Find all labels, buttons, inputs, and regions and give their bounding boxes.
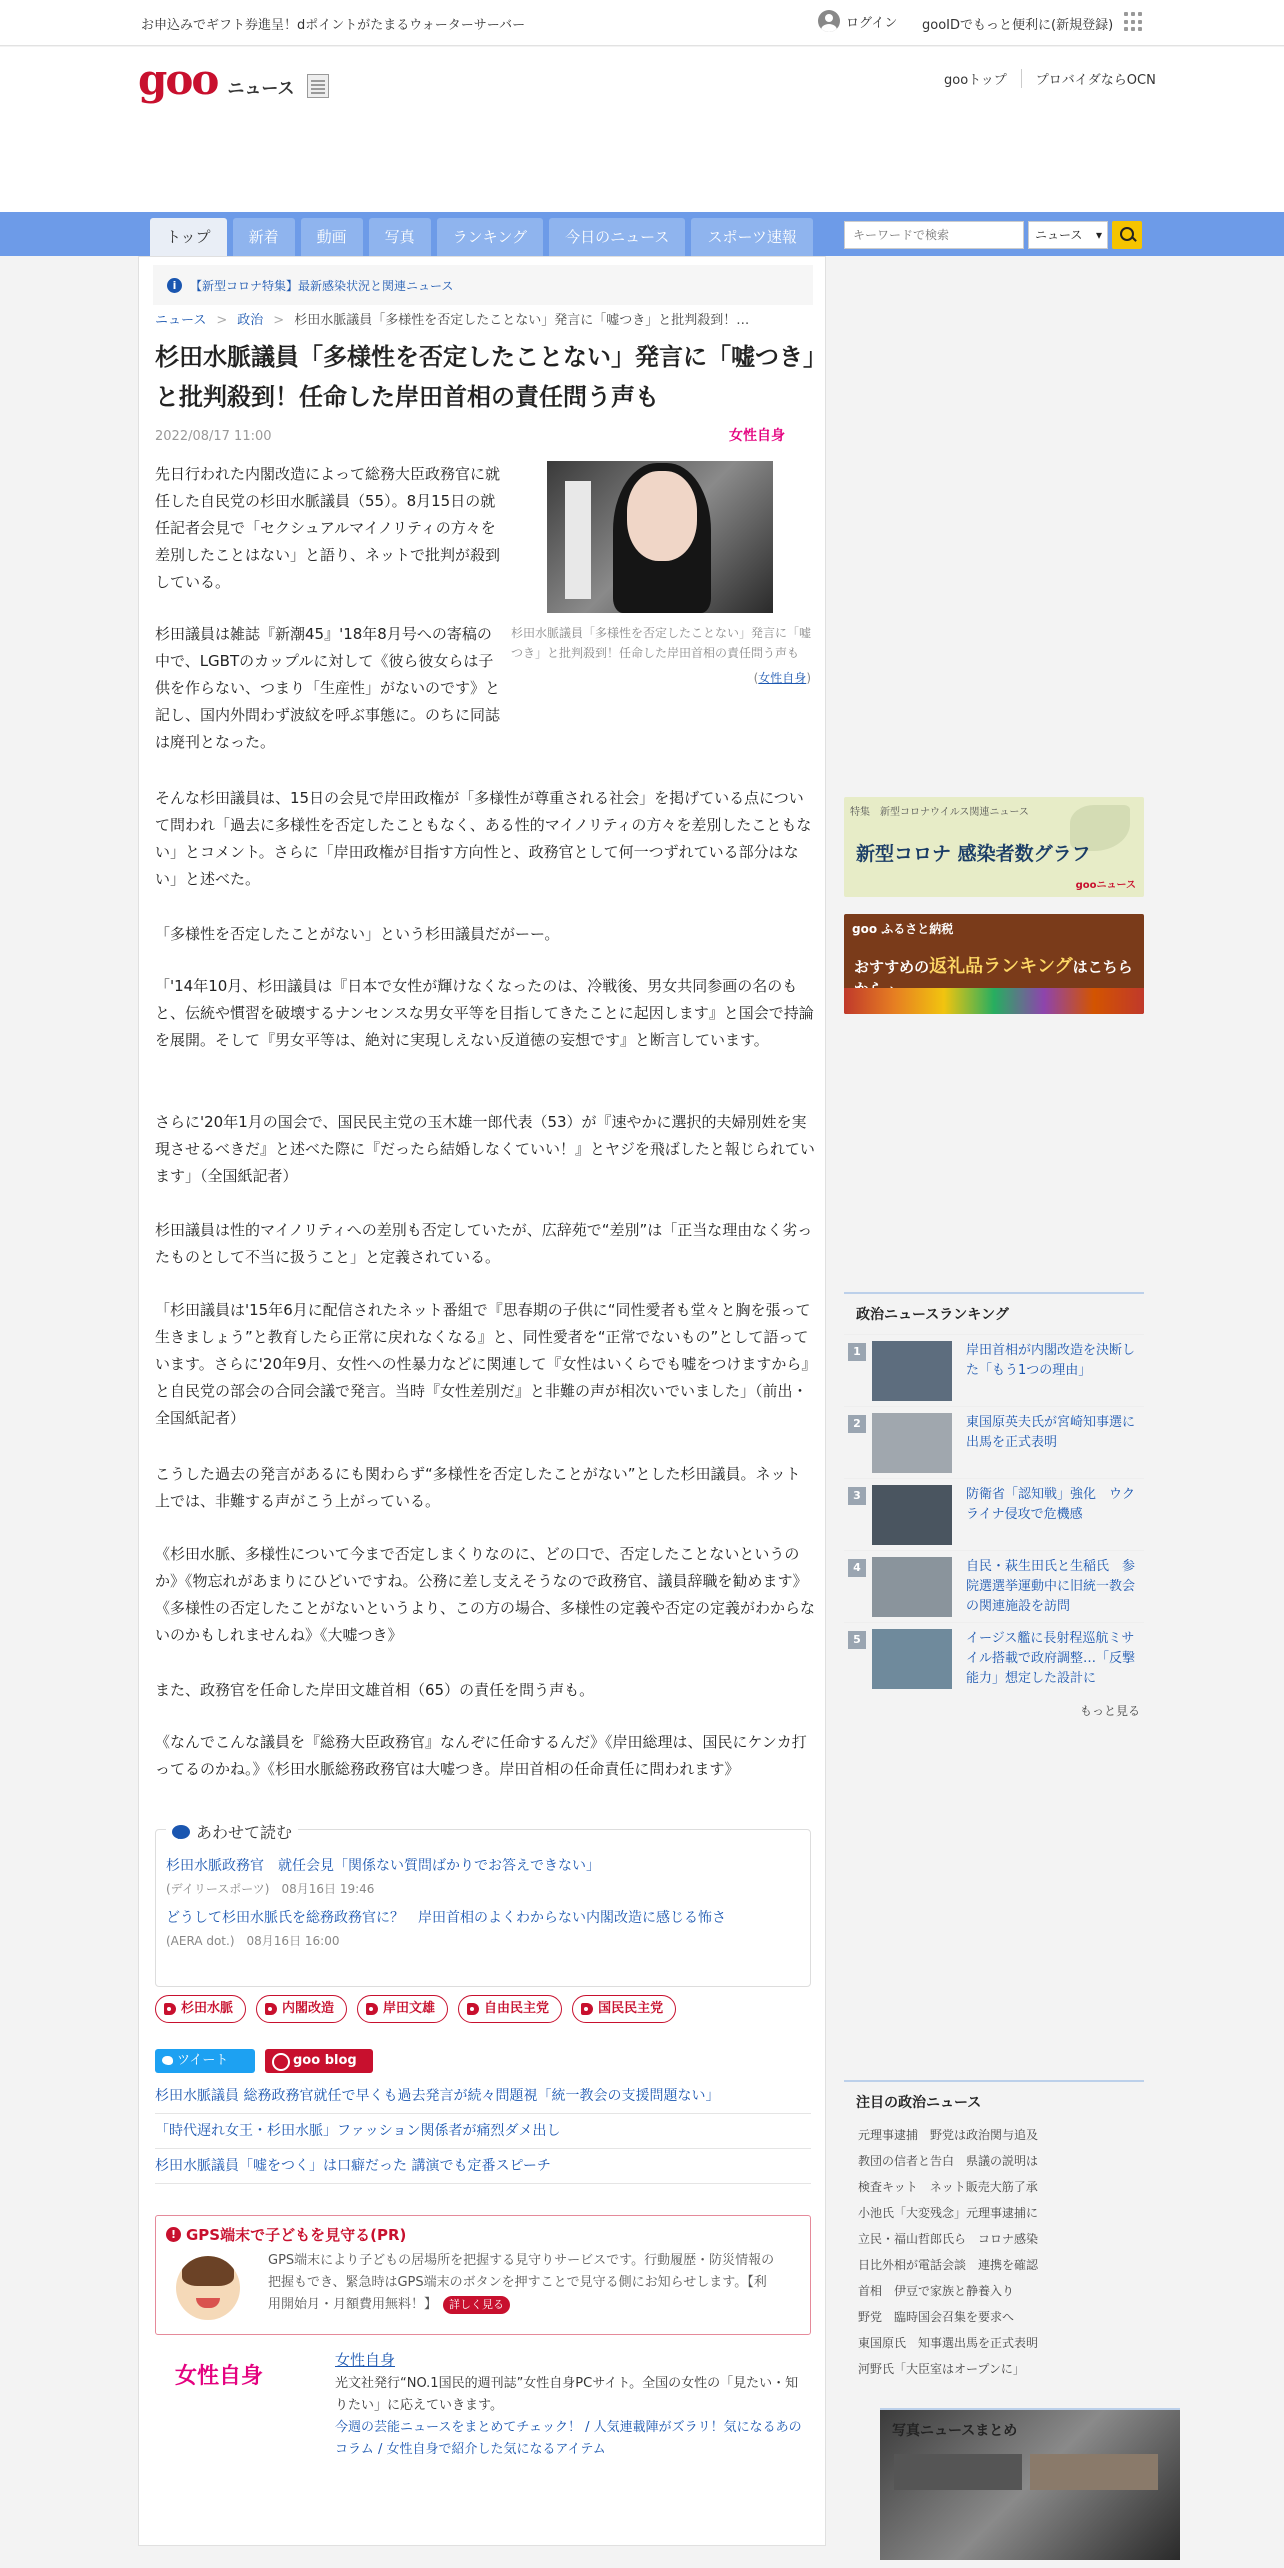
ranking-item[interactable] [844,1406,1144,1478]
goo-news-logo[interactable] [138,55,329,104]
rank-number: 3 [848,1487,866,1505]
breadcrumb-news[interactable]: ニュース [155,313,207,328]
related-item [166,1906,802,1952]
more-link[interactable]: 「時代遅れ女王・杉田水脈」ファッション関係者が痛烈ダメ出し [155,2114,811,2149]
covid-banner-title: 新型コロナ 感染者数グラフ [856,843,1091,865]
site-header [0,47,1284,212]
furusato-banner[interactable] [844,914,1144,1014]
related-date: 08月16日 19:46 [281,1882,375,1896]
image-credit-link[interactable]: 女性自身 [758,671,807,685]
tag-icon [581,2003,593,2015]
ad-child-image [176,2256,240,2320]
attention-item[interactable]: 検査キット ネット販売大筋了承 [858,2180,1038,2194]
info-icon: i [167,278,182,293]
login-button[interactable] [818,10,897,32]
article-photo[interactable] [547,461,773,613]
paragraph: 《なんでこんな議員を『総務大臣政務官』なんぞに任命するんだ》《岸田総理は、国民にケンカ打ってるのかね。》《杉田水脈総務政務官は大嘘つき。岸田首相の任命責任に問われます》 [155,1733,807,1778]
tab-sports[interactable]: スポーツ速報 [691,218,812,256]
rank-number: 2 [848,1415,866,1433]
share-buttons [155,2049,373,2073]
image-caption: 杉田水脈議員「多様性を否定したことない」発言に「嘘つき」と批判殺到！任命した岸田首相の責任問う声も [511,626,812,660]
ranking-item[interactable] [844,1550,1144,1622]
article-figure [511,461,811,686]
related-link[interactable]: どうして杉田水脈氏を総務政務官に？ 岸田首相のよくわからない内閣改造に感じる怖さ [166,1910,726,1926]
attention-item[interactable]: 河野氏「大臣室はオープンに」 [858,2362,1025,2376]
attention-item[interactable]: 首相 伊豆で家族と静養入り [858,2284,1015,2298]
user-icon [818,10,840,32]
promo-link[interactable]: お申込みでギフト券進呈！dポイントがたまるウォーターサーバー [141,18,526,33]
search-input[interactable] [844,221,1024,249]
attention-item[interactable]: 立民・福山哲郎氏ら コロナ感染 [858,2232,1039,2246]
related-date: 08月16日 16:00 [246,1934,340,1948]
paragraph: 「多様性を否定したことがない」という杉田議員だがーー。 [155,925,560,943]
login-label: ログイン [846,15,898,31]
tag-item[interactable] [572,1995,676,2023]
publisher-logo[interactable]: 女性自身 [175,2363,264,2389]
tag-item[interactable] [155,1995,246,2023]
more-link[interactable]: 杉田水脈議員 総務政務官就任で早くも過去発言が続々問題視「統一教会の支援問題ない」 [155,2079,811,2114]
ad-detail-button[interactable]: 詳しく見る [443,2296,510,2314]
rank-thumbnail [872,1413,952,1473]
tag-item[interactable] [256,1995,347,2023]
register-link[interactable]: gooIDでもっと便利に(新規登録) [922,18,1114,33]
related-heading-label: あわせて読む [196,1823,293,1842]
paragraph: そんな杉田議員は、15日の会見で岸田政権が「多様性が尊重される社会」を掲げている点について問われ「過去に多様性を否定したこともなく、ある性的マイノリティの方々を差別したこともない」とコメント。さらに「岸田政権が目指す方向性と、政務官として何一つずれている部分はない」と述べた。 [155,789,812,888]
goo-top-link[interactable]: gooトップ [944,73,1007,88]
attention-item[interactable]: 教団の信者と告白 県議の説明は [858,2154,1039,2168]
publisher-name[interactable]: 女性自身 [335,2351,396,2369]
tag-item[interactable] [357,1995,448,2023]
covid-graph-banner[interactable] [844,797,1144,897]
gps-ad[interactable] [155,2215,811,2335]
rank-title[interactable]: 東国原英夫氏が宮崎知事選に出馬を正式表明 [966,1415,1136,1450]
rank-thumbnail [872,1485,952,1545]
tweet-button[interactable]: ツイート [155,2049,255,2073]
paragraph: こうした過去の発言があるにも関わらず“多様性を否定したことがない”とした杉田議員。ネット上では、非難する声がこう上がっている。 [155,1465,801,1510]
tag-icon [265,2003,277,2015]
rank-number: 1 [848,1343,866,1361]
paragraph: 《杉田水脈、多様性について今まで否定しまくりなのに、どの口で、否定したことないというのか》《物忘れがあまりにひどいですね。公務に差し支えそうなので政務官、議員辞職を勧めます》《多様性の否定したことがないというより、この方の場合、多様性の定義や否定の定義がわからないのかもしれませんね》《大嘘つき》 [155,1545,816,1644]
paragraph: 杉田議員は雑誌『新潮45』'18年8月号への寄稿の中で、LGBTのカップルに対して《彼ら彼女らは子供を作らない、つまり「生産性」がないのです》と記し、国内外問わず波紋を呼ぶ事態に。のちに同誌は廃刊となった。 [155,625,501,751]
ranking-item[interactable] [844,1334,1144,1406]
attention-heading: 注目の政治ニュース [844,2080,1144,2122]
furusato-heading: goo ふるさと納税 [852,922,954,936]
ad-heading [166,2224,406,2245]
related-meta [166,1930,802,1952]
tag-icon [164,2003,176,2015]
goo-logo-text: goo [138,55,218,104]
ad-text [268,2250,778,2316]
nav-bar [0,212,1284,256]
paragraph: 先日行われた内閣改造によって総務大臣政務官に就任した自民党の杉田水脈議員（55）。8月15日の就任記者会見で「セクシュアルマイノリティの方々を差別したことはない」と語り、ネットで批判が殺到している。 [155,465,501,591]
more-link[interactable]: 杉田水脈議員「嘘をつく」は口癖だった 講演でも定番スピーチ [155,2149,811,2184]
related-source: (AERA dot.) [166,1934,235,1948]
breadcrumb-politics[interactable]: 政治 [237,313,264,328]
related-heading [166,1820,298,1843]
search-icon[interactable] [1112,221,1142,249]
tab-video[interactable]: 動画 [301,218,363,256]
attention-item[interactable]: 日比外相が電話会談 連携を確認 [858,2258,1039,2272]
covid-banner-foot: gooニュース [1075,880,1136,891]
tag-label: 岸田文雄 [383,2001,436,2016]
search-form [844,221,1142,249]
attention-item[interactable]: 小池氏「大変残念」元理事逮捕に [858,2206,1039,2220]
rank-number: 5 [848,1631,866,1649]
covid-banner-small: 特集 新型コロナウイルス関連ニュース [850,807,1029,818]
tag-label: 杉田水脈 [181,2001,234,2016]
tab-new[interactable]: 新着 [233,218,295,256]
ad-body: GPS端末により子どもの居場所を把握する見守りサービスです。行動履歴・防災情報の把握もでき、緊急時はGPS端末のボタンを押すことで見守る側にお知らせします。【利用開始月・月額費用無料！】 [268,2253,775,2312]
tag-label: 内閣改造 [282,2001,335,2016]
app-grid-icon[interactable] [1124,12,1144,32]
publisher-desc: 光文社発行“NO.1国民的週刊誌”女性自身PCサイト。全国の女性の「見たい・知りたい」に応えていきます。 [335,2376,799,2413]
rank-title[interactable]: 自民・萩生田氏と生稲氏 参院選選挙運動中に旧統一教会の関連施設を訪問 [966,1559,1136,1614]
attention-news [844,2080,1144,2382]
ranking-heading: 政治ニュースランキング [844,1292,1144,1334]
page-title: 杉田水脈議員「多様性を否定したことない」発言に「嘘つき」と批判殺到！任命した岸田首相の責任問う声も [155,343,815,411]
more-links [155,2079,811,2184]
article-column [138,256,826,2546]
furusato-title: おすすめの返礼品ランキングはこちら [854,956,1133,977]
exclamation-icon: ! [166,2227,181,2242]
paragraph: 「'14年10月、杉田議員は『日本で女性が輝けなくなったのは、冷戦後、男女共同参画の名のもと、伝統や慣習を破壊するナンセンスな男女平等を目指してきたことに起因します』と国会で持論を展開。そして『男女平等は、絶対に実現しえない反道徳の妄想です』と断言しています。 [155,977,814,1049]
tag-item[interactable] [458,1995,562,2023]
tag-icon [467,2003,479,2015]
photo-news-heading: 写真ニュースまとめ [880,2408,1180,2450]
top-strip [0,0,1284,46]
rank-thumbnail [872,1341,952,1401]
related-articles [155,1823,811,1987]
tab-photo[interactable]: 写真 [369,218,431,256]
image-credit: (女性自身) [753,671,811,685]
related-link[interactable]: 杉田水脈政務官 就任会見「関係ない質問ばかりでお答えできない」 [166,1858,600,1874]
politics-ranking [844,1292,1144,1727]
rank-thumbnail [872,1629,952,1689]
source-logo[interactable]: 女性自身 [729,428,785,444]
rank-title[interactable]: イージス艦に長射程巡航ミサイル搭載で政府調整…「反撃能力」想定した設計に [966,1631,1136,1686]
photo-news [880,2408,1180,2560]
tab-ranking[interactable]: ランキング [437,218,544,256]
attention-item[interactable]: 野党 臨時国会召集を要求へ [858,2310,1015,2324]
speech-bubble-icon [172,1825,190,1839]
tag-list [155,1995,676,2023]
ranking-more-link[interactable]: もっと見る [1079,1704,1140,1718]
rank-title[interactable]: 岸田首相が内閣改造を決断した「もう1つの理由」 [966,1343,1136,1378]
tab-today[interactable]: 今日のニュース [549,218,685,256]
ranking-item[interactable] [844,1622,1144,1694]
breadcrumb: ニュース > 政治 > 杉田水脈議員「多様性を否定したことない」発言に「嘘つき」と批判殺到！… [155,313,750,328]
ocn-link[interactable]: プロバイダならOCN [1021,69,1170,88]
search-scope-select[interactable]: ニュース ▾ [1028,221,1108,249]
publisher-links[interactable]: 今週の芸能ニュースをまとめてチェック！ / 人気連載陣がズラリ！気になるあのコラム / 女性自身で紹介した気になるアイテム [335,2420,802,2457]
attention-item[interactable]: 元理事逮捕 野党は政治関与追及 [858,2128,1039,2142]
covid-notice-link[interactable]: 【新型コロナ特集】最新感染状況と関連ニュース [190,278,454,293]
related-item [166,1854,802,1900]
photo-thumbnails[interactable] [880,2450,1180,2490]
nav-tabs [150,218,813,256]
paragraph: さらに'20年1月の国会で、国民民主党の玉木雄一郎代表（53）が『速やかに選択的夫婦別姓を実現させるべきだ』と述べた際に『だったら結婚しなくていい！』とヤジを飛ばしたと報じられています」（全国紙記者） [155,1113,815,1185]
ranking-item[interactable] [844,1478,1144,1550]
newspaper-icon [307,74,329,98]
covid-notice [153,265,813,305]
tab-top[interactable]: トップ [150,218,227,256]
tag-icon [366,2003,378,2015]
rank-thumbnail [872,1557,952,1617]
paragraph: また、政務官を任命した岸田文雄首相（65）の責任を問う声も。 [155,1681,595,1699]
ad-heading-label: GPS端末で子どもを見守る(PR) [186,2226,407,2244]
food-image-strip [844,988,1144,1014]
breadcrumb-current: 杉田水脈議員「多様性を否定したことない」発言に「嘘つき」と批判殺到！… [294,313,750,328]
header-links [930,69,1170,88]
section-label: ニュース [227,79,295,99]
article-date: 2022/08/17 11:00 [155,429,272,444]
paragraph: 杉田議員は性的マイノリティへの差別も否定していたが、広辞苑で“差別”は「正当な理由なく劣ったものとして不当に扱うこと」と定義されている。 [155,1221,813,1266]
tag-label: 自由民主党 [484,2001,550,2016]
attention-item[interactable]: 東国原氏 知事選出馬を正式表明 [858,2336,1039,2350]
tag-label: 国民民主党 [598,2001,664,2016]
related-meta [166,1878,802,1900]
paragraph: 「杉田議員は'15年6月に配信されたネット番組で『思春期の子供に“同性愛者も堂々と胸を張って生きましょう”と教育したら正常に戻れなくなる』と、同性愛者を“正常でないもの”として語っています。さらに'20年9月、女性への性暴力などに関連して『女性はいくらでも嘘をつけますから』と自民党の部会の合同会議で発言。当時『女性差別だ』と非難の声が相次いでいました」（前出・全国紙記者） [155,1301,811,1427]
goo-blog-button[interactable]: goo blog [265,2049,373,2073]
rank-title[interactable]: 防衛省「認知戦」強化 ウクライナ侵攻で危機感 [966,1487,1136,1522]
rank-number: 4 [848,1559,866,1577]
related-source: (デイリースポーツ) [166,1882,270,1896]
